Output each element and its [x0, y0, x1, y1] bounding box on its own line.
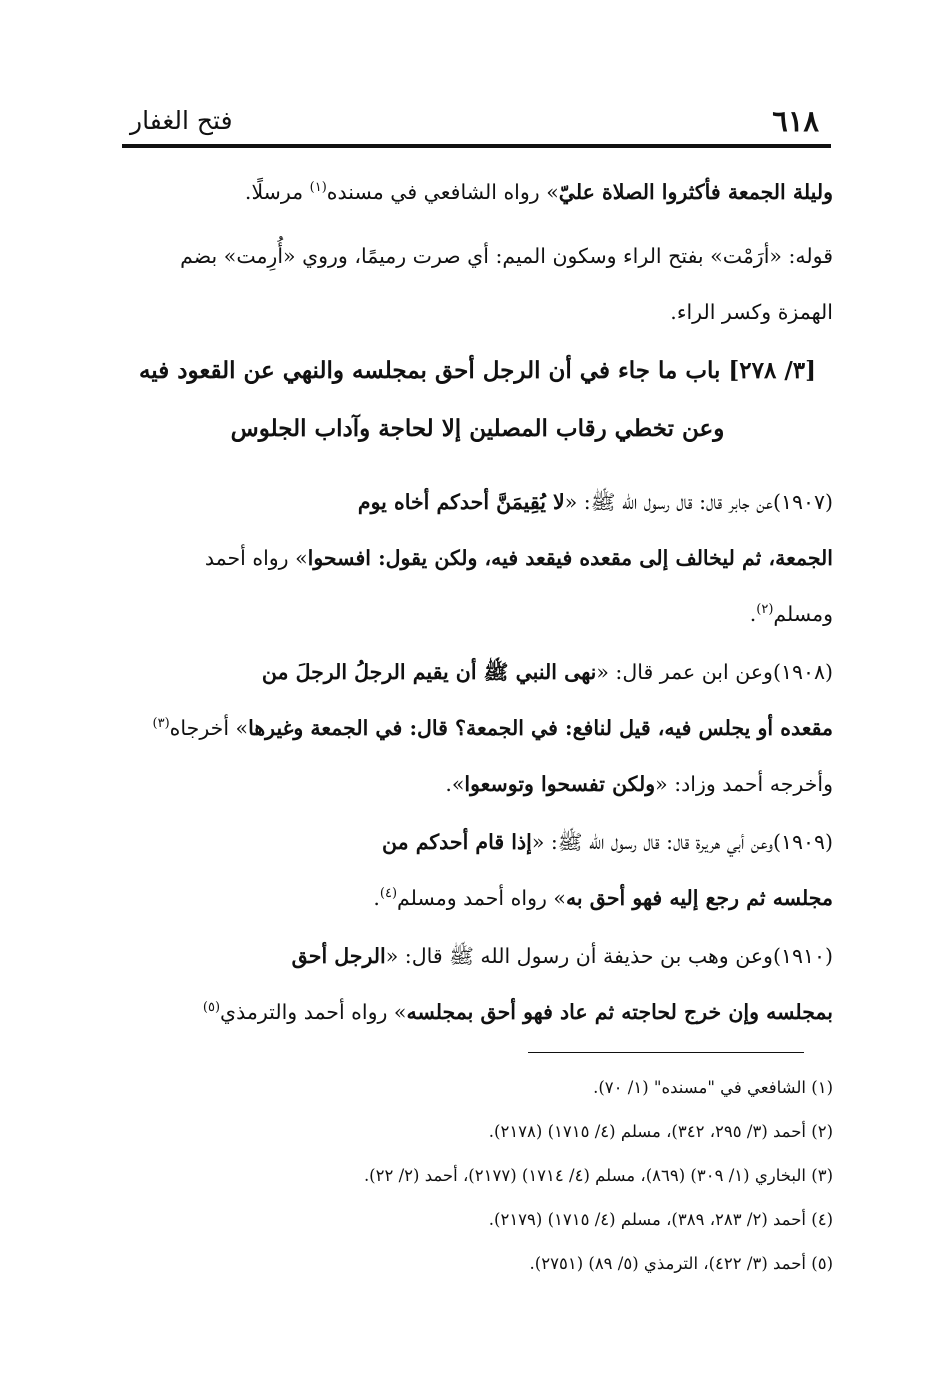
hadith-1907-line-1 [122, 474, 833, 530]
hadith-1909-source: » رواه أحمد ومسلم [397, 886, 566, 910]
hadith-1908-addition: ولكن تفسحوا وتوسعوا [464, 772, 656, 796]
intro-line-1 [122, 164, 833, 220]
hadith-1908-addition-intro: وأخرجه أحمد وزاد: « [655, 772, 833, 796]
intro-attribution: » رواه الشافعي في مسنده [326, 180, 559, 204]
hadith-1908-line-1 [122, 644, 833, 700]
hadith-1910-text: الرجل أحق [291, 944, 386, 968]
hadith-1910-source: » رواه أحمد والترمذي [220, 1000, 407, 1024]
intro-end: مرسلًا. [244, 180, 310, 204]
hadith-1908-source: » أخرجاه [169, 716, 249, 740]
hadith-1907-text-cont: الجمعة، ثم ليخالف إلى مقعده فيقعد فيه، ولكن يقول: افسحوا [307, 546, 833, 570]
gloss-line-2: الهمزة وكسر الراء. [670, 300, 833, 324]
header-rule [122, 144, 831, 148]
hadith-1908-line-2 [122, 700, 833, 756]
hadith-1907-source-cont: ومسلم [773, 602, 833, 626]
hadith-1910-text-cont: بمجلسه وإن خرج لحاجته ثم عاد فهو أحق بمجلسه [406, 1000, 833, 1024]
footnote-ref-2[interactable]: (٢) [756, 602, 774, 618]
footnotes [150, 1066, 833, 1286]
footnote-ref-5[interactable]: (٥) [202, 1000, 221, 1016]
footnote-1: (١) الشافعي في "مسنده" (١/ ٧٠). [593, 1078, 833, 1097]
footnote-separator [528, 1052, 804, 1053]
intro-quote: وليلة الجمعة فأكثروا الصلاة عليّ [558, 180, 833, 204]
hadith-1909-text-cont: مجلسه ثم رجع إليه فهو أحق به [565, 886, 833, 910]
hadith-1909-line-2 [122, 870, 833, 926]
running-title: فتح الغفار [130, 106, 233, 135]
hadith-1910-intro: (١٩١٠)وعن وهب بن حذيفة أن رسول الله ﷺ قال: « [385, 944, 833, 968]
chapter-heading [122, 342, 833, 458]
hadith-1907-line-2 [122, 530, 833, 586]
hadith-1907 [122, 474, 833, 642]
hadith-1907-end: . [749, 602, 757, 626]
intro-paragraph [122, 164, 833, 220]
hadith-1908-text-cont: مقعده أو يجلس فيه، قيل لنافع: في الجمعة؟ قال: في الجمعة وغيرها [248, 716, 833, 740]
footnote-3: (٣) البخاري (١/ ٣٠٩) (٨٦٩)، مسلم (٤/ ١٧١٤) (٢١٧٧)، أحمد (٢/ ٢٢). [363, 1166, 833, 1185]
hadith-1907-text: لا يُقِيمَنَّ أحدكم أخاه يوم [357, 490, 565, 514]
hadith-1908 [122, 644, 833, 812]
footnote-ref-4[interactable]: (٤) [379, 886, 398, 902]
page-number: ٦١٨ [772, 104, 819, 138]
hadith-1909-intro: (١٩٠٩)وعن أبي هريرة قال: قال رسول الله ﷺ: « [531, 830, 833, 854]
footnote-4: (٤) أحمد (٢/ ٢٨٣، ٣٨٩)، مسلم (٤/ ١٧١٥) (٢١٧٩). [488, 1210, 833, 1229]
hadith-1910-line-1 [122, 928, 833, 984]
hadith-1907-line-3 [122, 586, 833, 642]
footnote-ref-3[interactable]: (٣) [152, 716, 170, 732]
page-header [122, 100, 831, 148]
hadith-1908-end: ». [445, 772, 465, 796]
hadith-1908-text: نهى النبي ﷺ أن يقيم الرجلُ الرجلَ من [261, 660, 597, 684]
chapter-heading-line-2: وعن تخطي رقاب المصلين إلا لحاجة وآداب الجلوس [230, 415, 725, 442]
gloss-line-1: قوله: «أرَمْت» بفتح الراء وسكون الميم: أي صرت رميمًا، وروي «أُرِمت» بضم [180, 244, 833, 268]
hadith-1909 [122, 814, 833, 926]
gloss-paragraph [122, 228, 833, 340]
hadith-1909-end: . [373, 886, 380, 910]
footnote-ref-1[interactable]: (١) [309, 180, 327, 196]
footnote-5: (٥) أحمد (٣/ ٤٢٢)، الترمذي (٥/ ٨٩) (٢٧٥١). [529, 1254, 833, 1273]
hadith-1908-intro: (١٩٠٨)وعن ابن عمر قال: « [596, 660, 833, 684]
hadith-1909-line-1 [122, 814, 833, 870]
hadith-1907-source: » رواه أحمد [204, 546, 308, 570]
footnote-2: (٢) أحمد (٣/ ٢٩٥، ٣٤٢)، مسلم (٤/ ١٧١٥) (٢١٧٨). [488, 1122, 833, 1141]
hadith-1908-line-3 [122, 756, 833, 812]
hadith-1909-text: إذا قام أحدكم من [382, 830, 532, 854]
hadith-1907-intro: (١٩٠٧)عن جابر قال: قال رسول الله ﷺ: « [564, 490, 833, 514]
hadith-1910-line-2 [122, 984, 833, 1040]
hadith-1910 [122, 928, 833, 1040]
chapter-heading-line-1: [٣/ ٢٧٨] باب ما جاء في أن الرجل أحق بمجلسه والنهي عن القعود فيه [138, 357, 817, 384]
